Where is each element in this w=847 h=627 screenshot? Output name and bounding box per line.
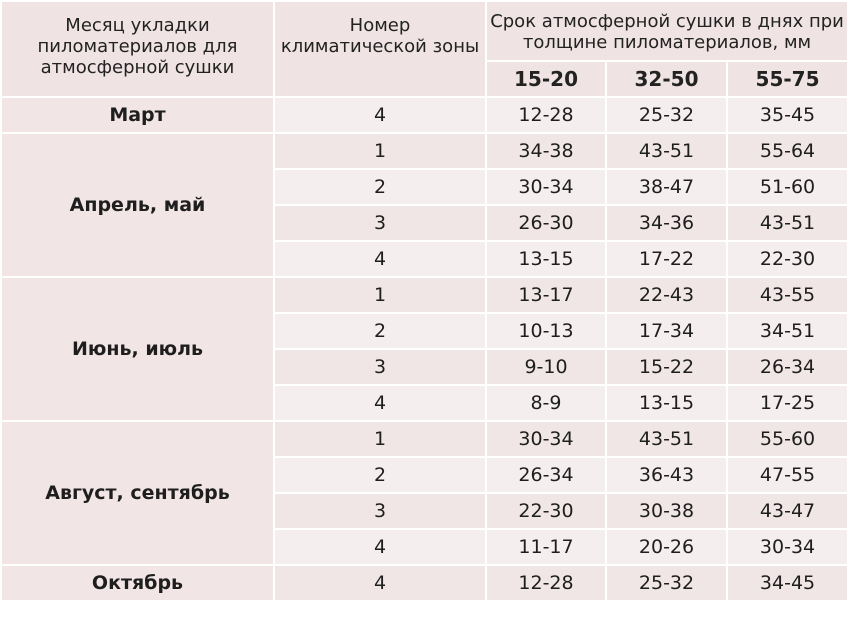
thickness-15-20: 15-20 [486, 61, 606, 97]
term-cell: 17-22 [606, 241, 727, 277]
term-cell: 36-43 [606, 457, 727, 493]
zone-cell: 1 [274, 421, 486, 457]
zone-cell: 4 [274, 529, 486, 565]
term-cell: 43-51 [606, 133, 727, 169]
zone-cell: 4 [274, 97, 486, 133]
table-row [1, 133, 847, 169]
header-month: Месяц укладки пиломатериалов для атмосферной сушки [1, 1, 274, 97]
zone-cell: 3 [274, 493, 486, 529]
term-cell: 12-28 [486, 565, 606, 601]
month-cell: Август, сентябрь [1, 421, 274, 565]
term-cell: 20-26 [606, 529, 727, 565]
header-zone: Номер климатической зоны [274, 1, 486, 97]
zone-cell: 2 [274, 457, 486, 493]
term-cell: 10-13 [486, 313, 606, 349]
table-row [1, 421, 847, 457]
term-cell: 34-45 [727, 565, 847, 601]
term-cell: 26-30 [486, 205, 606, 241]
term-cell: 13-17 [486, 277, 606, 313]
table-row [1, 97, 847, 133]
term-cell: 13-15 [606, 385, 727, 421]
term-cell: 13-15 [486, 241, 606, 277]
term-cell: 26-34 [486, 457, 606, 493]
term-cell: 22-30 [486, 493, 606, 529]
zone-cell: 3 [274, 349, 486, 385]
term-cell: 43-51 [727, 205, 847, 241]
term-cell: 34-51 [727, 313, 847, 349]
term-cell: 43-51 [606, 421, 727, 457]
term-cell: 12-28 [486, 97, 606, 133]
term-cell: 30-34 [486, 169, 606, 205]
month-cell: Апрель, май [1, 133, 274, 277]
term-cell: 22-43 [606, 277, 727, 313]
term-cell: 38-47 [606, 169, 727, 205]
month-cell: Октябрь [1, 565, 274, 601]
header-row [1, 1, 847, 61]
term-cell: 55-64 [727, 133, 847, 169]
term-cell: 43-55 [727, 277, 847, 313]
table-body [1, 97, 847, 601]
zone-cell: 1 [274, 277, 486, 313]
term-cell: 25-32 [606, 97, 727, 133]
term-cell: 55-60 [727, 421, 847, 457]
thickness-55-75: 55-75 [727, 61, 847, 97]
header-term: Срок атмосферной сушки в днях при толщине пиломатериалов, мм [486, 1, 847, 61]
term-cell: 30-34 [727, 529, 847, 565]
zone-cell: 4 [274, 241, 486, 277]
term-cell: 9-10 [486, 349, 606, 385]
term-cell: 30-34 [486, 421, 606, 457]
term-cell: 17-25 [727, 385, 847, 421]
zone-cell: 3 [274, 205, 486, 241]
term-cell: 34-38 [486, 133, 606, 169]
term-cell: 22-30 [727, 241, 847, 277]
term-cell: 30-38 [606, 493, 727, 529]
term-cell: 11-17 [486, 529, 606, 565]
zone-cell: 2 [274, 169, 486, 205]
table-row [1, 277, 847, 313]
term-cell: 26-34 [727, 349, 847, 385]
term-cell: 8-9 [486, 385, 606, 421]
term-cell: 17-34 [606, 313, 727, 349]
month-cell: Март [1, 97, 274, 133]
month-cell: Июнь, июль [1, 277, 274, 421]
zone-cell: 4 [274, 385, 486, 421]
thickness-32-50: 32-50 [606, 61, 727, 97]
term-cell: 34-36 [606, 205, 727, 241]
table-row [1, 565, 847, 601]
term-cell: 25-32 [606, 565, 727, 601]
term-cell: 35-45 [727, 97, 847, 133]
term-cell: 51-60 [727, 169, 847, 205]
term-cell: 47-55 [727, 457, 847, 493]
zone-cell: 2 [274, 313, 486, 349]
zone-cell: 4 [274, 565, 486, 601]
term-cell: 15-22 [606, 349, 727, 385]
term-cell: 43-47 [727, 493, 847, 529]
zone-cell: 1 [274, 133, 486, 169]
